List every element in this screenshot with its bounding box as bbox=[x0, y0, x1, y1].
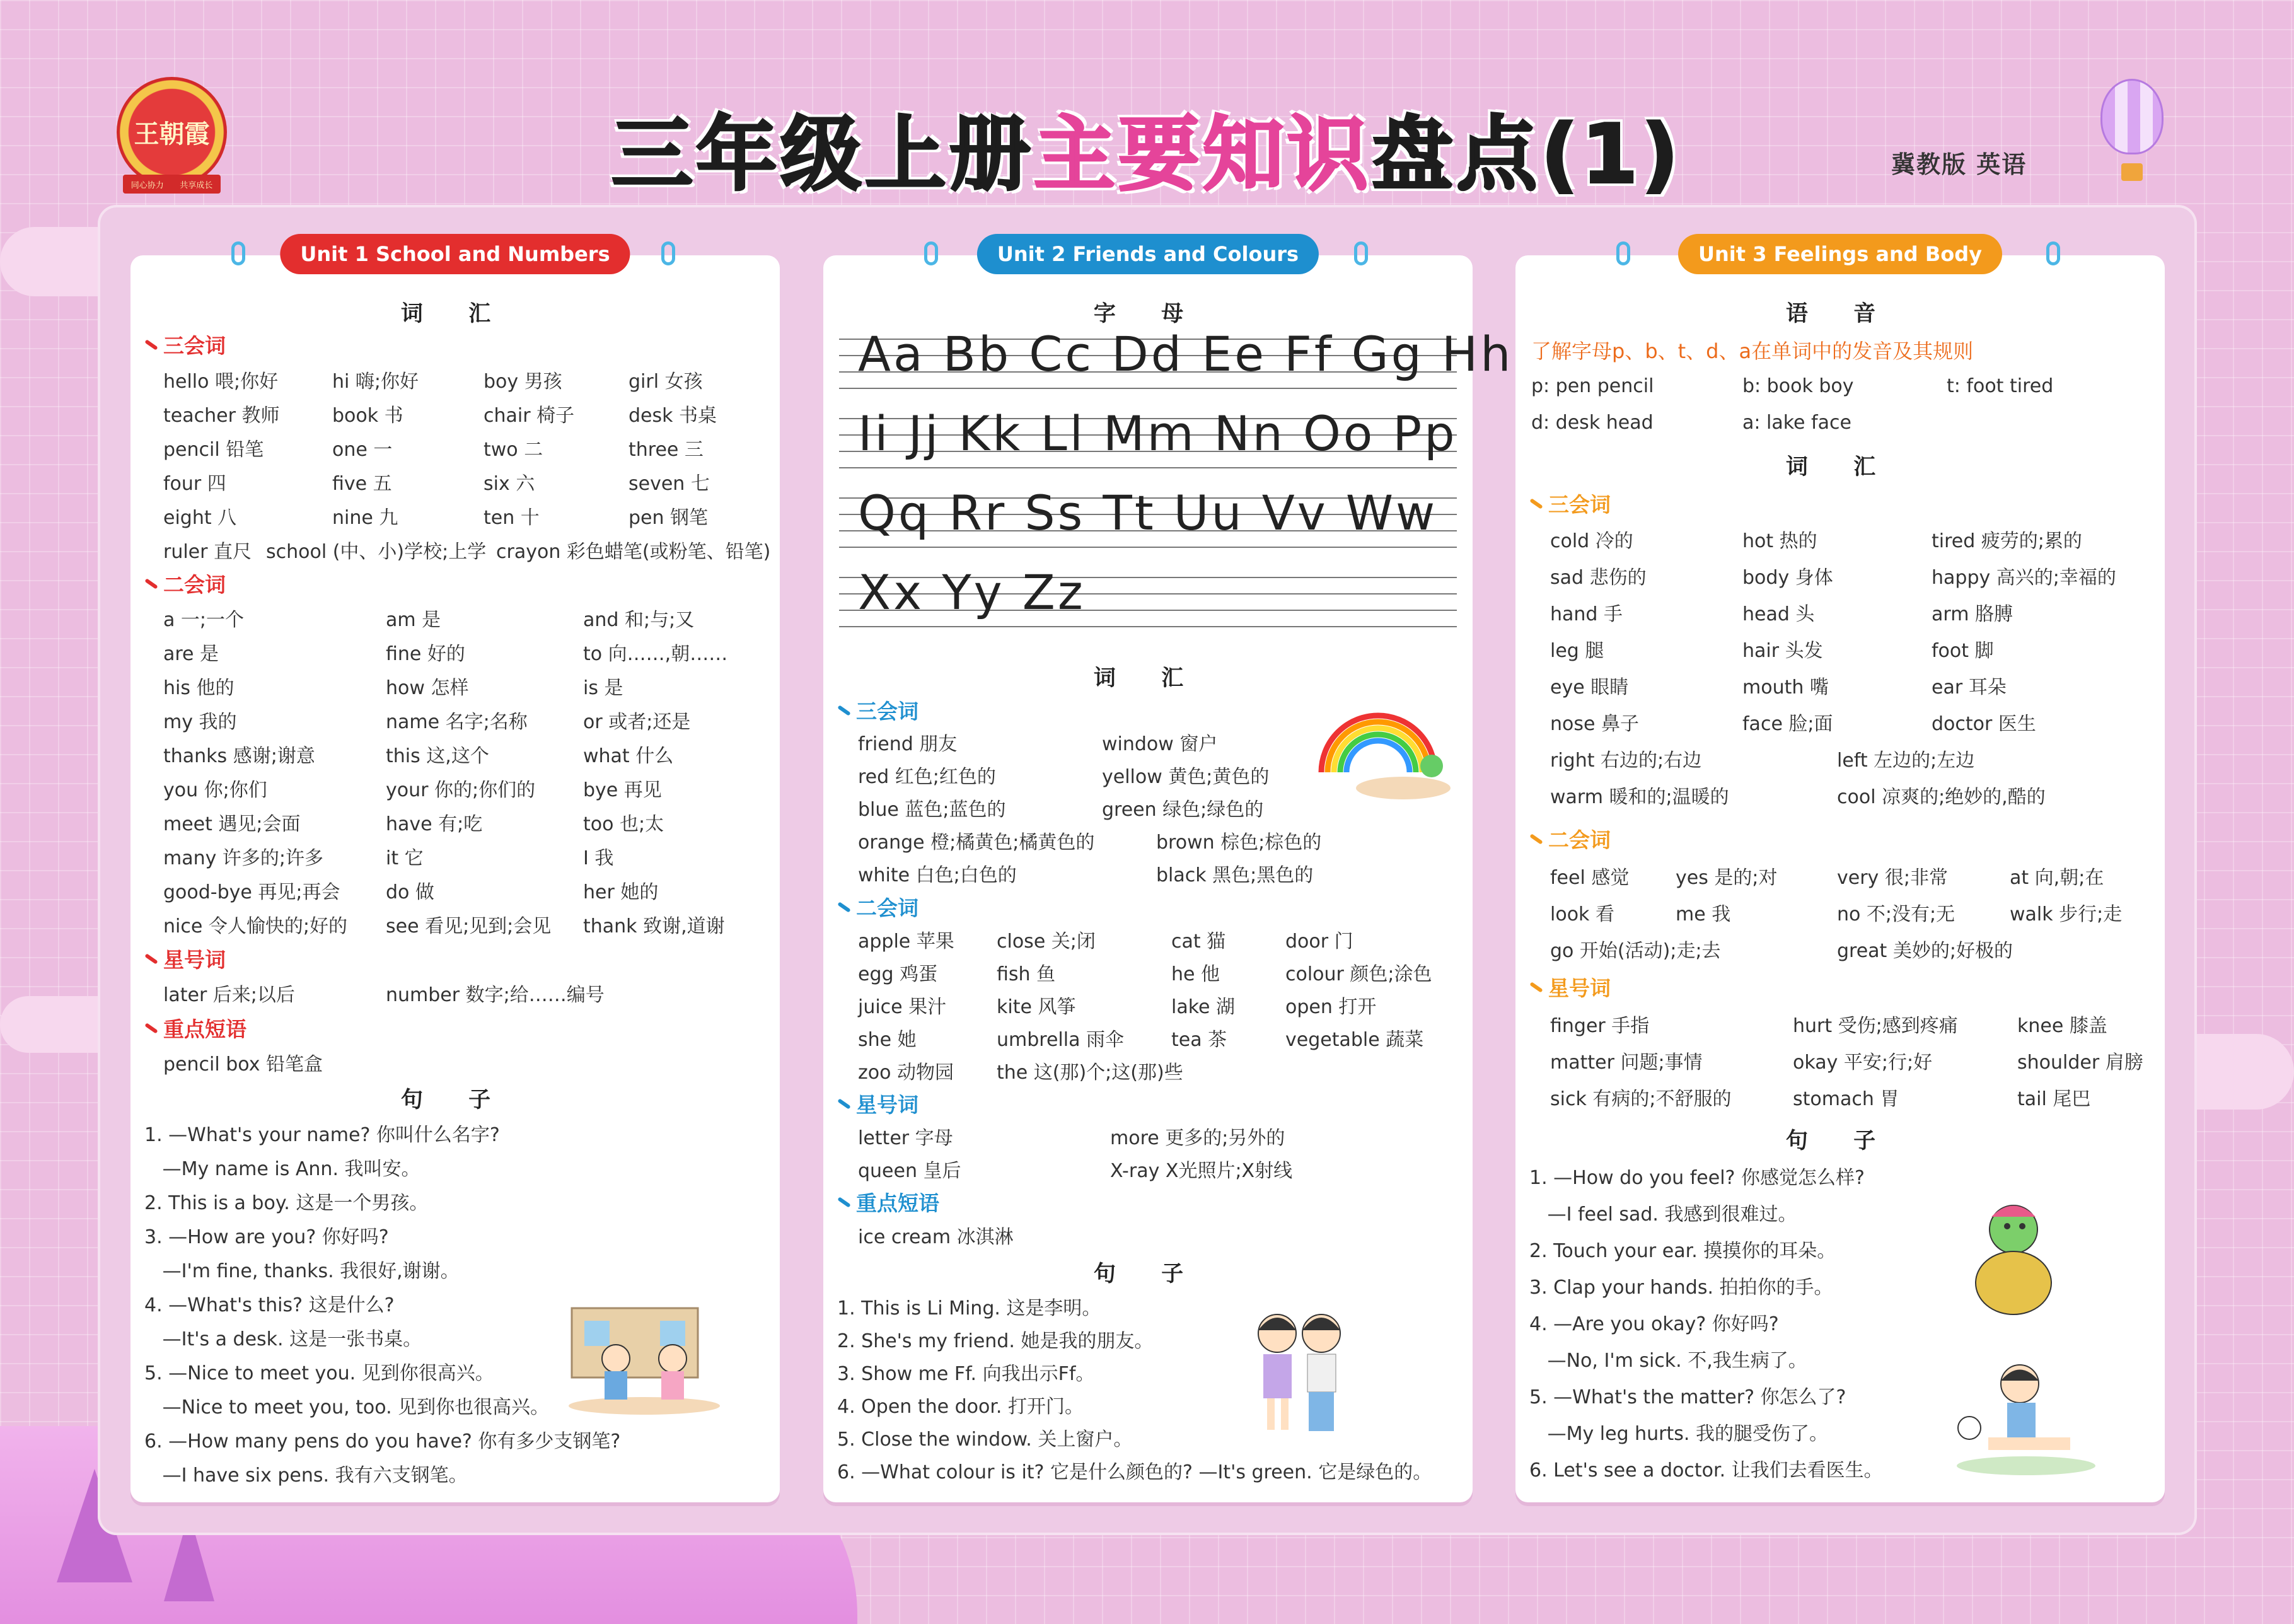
vocab-item: he 他 bbox=[1171, 963, 1220, 985]
injured-boy-illustration bbox=[1950, 1352, 2102, 1478]
rainbow-illustration bbox=[1309, 697, 1454, 804]
unit1-cat-two bbox=[144, 569, 226, 598]
writing-guide-line bbox=[839, 388, 1457, 389]
vocab-item: your 你的;你们的 bbox=[386, 779, 536, 801]
edition-label: 冀教版 英语 bbox=[1891, 151, 2027, 178]
vocab-item: okay 平安;行;好 bbox=[1793, 1052, 1933, 1074]
binder-ring-icon bbox=[231, 241, 245, 265]
letter-writing-band bbox=[839, 405, 1457, 468]
pencil-icon bbox=[144, 578, 158, 589]
vocab-item: letter 字母 bbox=[858, 1127, 953, 1149]
vocab-item: are 是 bbox=[163, 643, 219, 665]
vocab-item: look 看 bbox=[1550, 903, 1614, 925]
vocab-item: queen 皇后 bbox=[858, 1160, 961, 1182]
vocab-item: blue 蓝色;蓝色的 bbox=[858, 799, 1006, 821]
unit1-sent-title: 句 子 bbox=[400, 1088, 510, 1113]
unit2-tab: Unit 2 Friends and Colours bbox=[977, 234, 1319, 274]
vocab-item: two 二 bbox=[484, 439, 543, 461]
title-part-a: 三年级上册 bbox=[611, 108, 1034, 202]
vocab-item: door 门 bbox=[1285, 931, 1353, 953]
vocab-item: mouth 嘴 bbox=[1742, 676, 1829, 699]
vocab-item: name 名字;名称 bbox=[386, 711, 528, 733]
vocab-item: meet 遇见;会面 bbox=[163, 813, 301, 835]
pencil-icon bbox=[1529, 498, 1543, 509]
sentence: —I feel sad. 我感到很难过。 bbox=[1529, 1204, 1797, 1226]
sentence: 3. Show me Ff. 向我出示Ff。 bbox=[837, 1363, 1095, 1385]
pencil-icon bbox=[144, 1023, 158, 1034]
vocab-item: and 和;与;又 bbox=[583, 609, 695, 631]
vocab-item: boy 男孩 bbox=[484, 371, 562, 393]
vocab-item: very 很;非常 bbox=[1837, 867, 1948, 889]
unit1-vocab-title: 词 汇 bbox=[400, 301, 510, 327]
sentence: 3. —How are you? 你好吗? bbox=[144, 1226, 389, 1248]
vocab-item: the 这(那)个;这(那)些 bbox=[997, 1062, 1183, 1084]
vocab-item: egg 鸡蛋 bbox=[858, 963, 938, 985]
vocab-item: no 不;没有;无 bbox=[1837, 903, 1955, 925]
children-school-illustration bbox=[565, 1296, 723, 1415]
vocab-item: you 你;你们 bbox=[163, 779, 267, 801]
unit1-cat-star-label: 星号词 bbox=[163, 948, 226, 972]
sentence: 4. —What's this? 这是什么? bbox=[144, 1294, 395, 1316]
vocab-item: left 左边的;左边 bbox=[1837, 750, 1975, 772]
vocab-item: crayon 彩色蜡笔(或粉笔、铅笔) bbox=[496, 541, 771, 563]
sentence: —My leg hurts. 我的腿受伤了。 bbox=[1529, 1423, 1828, 1445]
turtle-illustration bbox=[1957, 1195, 2070, 1321]
pencil-icon bbox=[837, 1197, 850, 1208]
vocab-item: book 书 bbox=[332, 405, 403, 427]
hot-air-balloon-icon bbox=[2100, 79, 2164, 186]
vocab-item: t: foot tired bbox=[1947, 375, 2054, 397]
unit2-sent-title: 句 子 bbox=[1093, 1262, 1203, 1287]
vocab-item: good-bye 再见;再会 bbox=[163, 881, 340, 903]
vocab-item: she 她 bbox=[858, 1029, 917, 1051]
sentence: 4. —Are you okay? 你好吗? bbox=[1529, 1313, 1779, 1335]
vocab-item: stomach 胃 bbox=[1793, 1088, 1899, 1110]
vocab-item: at 向,朝;在 bbox=[2010, 867, 2104, 889]
unit3-vocab-title: 词 汇 bbox=[1785, 455, 1895, 480]
vocab-item: seven 七 bbox=[629, 473, 710, 495]
vocab-item: eight 八 bbox=[163, 507, 237, 529]
vocab-item: face 脸;面 bbox=[1742, 713, 1833, 735]
unit3-cat-three bbox=[1529, 489, 1611, 518]
vocab-item: five 五 bbox=[332, 473, 392, 495]
vocab-item: pencil 铅笔 bbox=[163, 439, 264, 461]
unit3-cat-two bbox=[1529, 824, 1611, 854]
pencil-icon bbox=[1529, 833, 1543, 845]
vocab-item: sick 有病的;不舒服的 bbox=[1550, 1088, 1732, 1110]
vocab-item: school (中、小)学校;上学 bbox=[266, 541, 487, 563]
vocab-item: ruler 直尺 bbox=[163, 541, 252, 563]
vocab-item: hair 头发 bbox=[1742, 640, 1823, 662]
sentence: —It's a desk. 这是一张书桌。 bbox=[144, 1328, 422, 1350]
vocab-item: open 打开 bbox=[1285, 996, 1377, 1018]
vocab-item: what 什么 bbox=[583, 745, 674, 767]
vocab-item: to 向……,朝…… bbox=[583, 643, 728, 665]
sentence: 5. —What's the matter? 你怎么了? bbox=[1529, 1386, 1846, 1408]
alphabet-row: Ii Jj Kk Ll Mm Nn Oo Pp bbox=[858, 405, 1457, 461]
vocab-item: see 看见;见到;会见 bbox=[386, 915, 552, 937]
sentence: 6. —How many pens do you have? 你有多少支钢笔? bbox=[144, 1430, 621, 1453]
vocab-item: thanks 感谢;谢意 bbox=[163, 745, 315, 767]
sentence: 6. Let's see a doctor. 让我们去看医生。 bbox=[1529, 1459, 1883, 1482]
sentence: —I have six pens. 我有六支钢笔。 bbox=[144, 1464, 468, 1487]
vocab-item: green 绿色;绿色的 bbox=[1102, 799, 1264, 821]
vocab-item: many 许多的;许多 bbox=[163, 847, 324, 869]
vocab-item: my 我的 bbox=[163, 711, 237, 733]
unit2-cat-three-label: 三会词 bbox=[856, 699, 918, 724]
vocab-item: finger 手指 bbox=[1550, 1015, 1650, 1037]
vocab-item: leg 腿 bbox=[1550, 640, 1604, 662]
binder-ring-icon bbox=[1354, 241, 1368, 265]
vocab-item: hurt 受伤;感到疼痛 bbox=[1793, 1015, 1958, 1037]
vocab-item: chair 椅子 bbox=[484, 405, 575, 427]
vocab-item: white 白色;白色的 bbox=[858, 864, 1017, 886]
vocab-item: juice 果汁 bbox=[858, 996, 947, 1018]
sentence: 1. —What's your name? 你叫什么名字? bbox=[144, 1124, 500, 1146]
vocab-item: yes 是的;对 bbox=[1676, 867, 1778, 889]
writing-guide-line bbox=[839, 626, 1457, 627]
vocab-item: b: book boy bbox=[1742, 375, 1854, 397]
vocab-item: shoulder 肩膀 bbox=[2017, 1052, 2143, 1074]
vocab-item: window 窗户 bbox=[1102, 733, 1218, 755]
vocab-item: right 右边的;右边 bbox=[1550, 750, 1702, 772]
pencil-icon bbox=[1529, 982, 1543, 993]
vocab-item: it 它 bbox=[386, 847, 424, 869]
unit3-sent-title: 句 子 bbox=[1785, 1128, 1895, 1154]
sentence: —Nice to meet you, too. 见到你也很高兴。 bbox=[144, 1396, 550, 1418]
vocab-item: is 是 bbox=[583, 677, 623, 699]
vocab-item: ten 十 bbox=[484, 507, 540, 529]
unit1-cat-three-label: 三会词 bbox=[163, 334, 226, 358]
vocab-item: I 我 bbox=[583, 847, 614, 869]
unit1-cat-three bbox=[144, 330, 226, 359]
logo-text: 王朝霞 bbox=[134, 119, 210, 149]
vocab-item: her 她的 bbox=[583, 881, 659, 903]
unit3-panel bbox=[1515, 242, 2165, 1502]
sentence: —My name is Ann. 我叫安。 bbox=[144, 1158, 420, 1180]
title-part-c: 盘点(1) bbox=[1372, 108, 1683, 202]
pencil-icon bbox=[837, 1098, 850, 1110]
alphabet-row: Qq Rr Ss Tt Uu Vv Ww bbox=[858, 485, 1438, 541]
pencil-icon bbox=[144, 953, 158, 965]
sentence: —I'm fine, thanks. 我很好,谢谢。 bbox=[144, 1260, 460, 1282]
vocab-item: number 数字;给……编号 bbox=[386, 984, 605, 1006]
vocab-item: kite 风筝 bbox=[997, 996, 1076, 1018]
vocab-item: have 有;吃 bbox=[386, 813, 483, 835]
vocab-item: tea 茶 bbox=[1171, 1029, 1227, 1051]
vocab-item: zoo 动物园 bbox=[858, 1062, 954, 1084]
vocab-item: doctor 医生 bbox=[1932, 713, 2036, 735]
sentence: 2. This is a boy. 这是一个男孩。 bbox=[144, 1192, 429, 1214]
vocab-item: close 关;闭 bbox=[997, 931, 1096, 953]
sentence: 4. Open the door. 打开门。 bbox=[837, 1396, 1084, 1418]
vocab-item: tail 尾巴 bbox=[2017, 1088, 2091, 1110]
vocab-item: cat 猫 bbox=[1171, 931, 1226, 953]
vocab-item: go 开始(活动);走;去 bbox=[1550, 940, 1721, 962]
vocab-item: cold 冷的 bbox=[1550, 530, 1633, 552]
sentence: 5. Close the window. 关上窗户。 bbox=[837, 1429, 1133, 1451]
vocab-item: arm 胳膊 bbox=[1932, 603, 2013, 625]
vocab-item: four 四 bbox=[163, 473, 226, 495]
vocab-item: desk 书桌 bbox=[629, 405, 717, 427]
vocab-item: me 我 bbox=[1676, 903, 1731, 925]
vocab-item: walk 步行;走 bbox=[2010, 903, 2123, 925]
vocab-item: pen 钢笔 bbox=[629, 507, 709, 529]
vocab-item: eye 眼睛 bbox=[1550, 676, 1629, 699]
logo-band-right: 共享成长 bbox=[180, 180, 213, 190]
unit2-cat-star-label: 星号词 bbox=[856, 1093, 918, 1117]
unit2-cat-two bbox=[837, 892, 918, 922]
vocab-item: tired 疲劳的;累的 bbox=[1932, 530, 2082, 552]
writing-guide-line bbox=[839, 467, 1457, 468]
vocab-item: hello 喂;你好 bbox=[163, 371, 279, 393]
sentence: —No, I'm sick. 不,我生病了。 bbox=[1529, 1350, 1807, 1372]
vocab-item: knee 膝盖 bbox=[2017, 1015, 2107, 1037]
sentence: 2. Touch your ear. 摸摸你的耳朵。 bbox=[1529, 1240, 1836, 1262]
binder-ring-icon bbox=[2046, 241, 2060, 265]
vocab-item: one 一 bbox=[332, 439, 393, 461]
vocab-item: or 或者;还是 bbox=[583, 711, 691, 733]
vocab-item: six 六 bbox=[484, 473, 535, 495]
vocab-item: nine 九 bbox=[332, 507, 398, 529]
vocab-item: lake 湖 bbox=[1171, 996, 1236, 1018]
vocab-item: his 他的 bbox=[163, 677, 235, 699]
vocab-item: colour 颜色;涂色 bbox=[1285, 963, 1432, 985]
vocab-item: feel 感觉 bbox=[1550, 867, 1630, 889]
vocab-item: too 也;太 bbox=[583, 813, 664, 835]
unit1-tab: Unit 1 School and Numbers bbox=[280, 234, 630, 274]
vocab-item: pencil box 铅笔盒 bbox=[163, 1053, 323, 1076]
vocab-item: nice 令人愉快的;好的 bbox=[163, 915, 347, 937]
logo-band-left: 同心协力 bbox=[130, 180, 164, 190]
vocab-item: fish 鱼 bbox=[997, 963, 1056, 985]
vocab-item: yellow 黄色;黄色的 bbox=[1102, 766, 1270, 788]
title-highlight: 主要知识 bbox=[1034, 108, 1372, 202]
vocab-item: foot 脚 bbox=[1932, 640, 1994, 662]
unit3-phonics-rule: 了解字母p、b、t、d、a在单词中的发音及其规则 bbox=[1531, 339, 1974, 363]
vocab-item: cool 凉爽的;绝妙的,酷的 bbox=[1837, 786, 2046, 808]
unit1-panel bbox=[130, 242, 780, 1502]
sentence: 2. She's my friend. 她是我的朋友。 bbox=[837, 1330, 1154, 1352]
sentence: 1. This is Li Ming. 这是李明。 bbox=[837, 1297, 1101, 1320]
unit3-tab: Unit 3 Feelings and Body bbox=[1678, 234, 2002, 274]
alphabet-row: Aa Bb Cc Dd Ee Ff Gg Hh bbox=[858, 326, 1514, 382]
sentence: 5. —Nice to meet you. 见到你很高兴。 bbox=[144, 1362, 494, 1384]
unit2-panel bbox=[823, 242, 1514, 1502]
letter-writing-band bbox=[839, 564, 1457, 627]
vocab-item: later 后来;以后 bbox=[163, 984, 295, 1006]
vocab-item: bye 再见 bbox=[583, 779, 662, 801]
vocab-item: do 做 bbox=[386, 881, 434, 903]
vocab-item: matter 问题;事情 bbox=[1550, 1052, 1703, 1074]
vocab-item: head 头 bbox=[1742, 603, 1815, 625]
vocab-item: red 红色;红色的 bbox=[858, 766, 996, 788]
binder-ring-icon bbox=[1616, 241, 1630, 265]
vocab-item: hot 热的 bbox=[1742, 530, 1817, 552]
vocab-item: sad 悲伤的 bbox=[1550, 567, 1647, 589]
unit3-cat-star bbox=[1529, 972, 1611, 1002]
unit1-cat-phrase-label: 重点短语 bbox=[163, 1017, 246, 1041]
unit3-cat-three-label: 三会词 bbox=[1548, 492, 1611, 517]
vocab-item: ice cream 冰淇淋 bbox=[858, 1226, 1014, 1248]
vocab-item: am 是 bbox=[386, 609, 441, 631]
vocab-item: X-ray X光照片;X射线 bbox=[1110, 1160, 1293, 1182]
unit2-cat-star bbox=[837, 1089, 918, 1118]
unit3-cat-star-label: 星号词 bbox=[1548, 976, 1611, 1000]
sentence: 1. —How do you feel? 你感觉怎么样? bbox=[1529, 1167, 1865, 1189]
vocab-item: body 身体 bbox=[1742, 567, 1833, 589]
two-girls-illustration bbox=[1227, 1299, 1372, 1444]
pencil-icon bbox=[837, 902, 850, 913]
unit1-cat-star bbox=[144, 944, 226, 973]
binder-ring-icon bbox=[924, 241, 938, 265]
vocab-item: how 怎样 bbox=[386, 677, 469, 699]
vocab-item: friend 朋友 bbox=[858, 733, 958, 755]
unit2-cat-phrase bbox=[837, 1187, 939, 1217]
vocab-item: more 更多的;另外的 bbox=[1110, 1127, 1285, 1149]
vocab-item: great 美妙的;好极的 bbox=[1837, 940, 2013, 962]
unit2-cat-two-label: 二会词 bbox=[856, 896, 918, 920]
vocab-item: brown 棕色;棕色的 bbox=[1156, 832, 1322, 854]
vocab-item: ear 耳朵 bbox=[1932, 676, 2007, 699]
unit1-cat-two-label: 二会词 bbox=[163, 572, 226, 597]
vocab-item: fine 好的 bbox=[386, 643, 465, 665]
unit2-cat-three bbox=[837, 695, 918, 725]
vocab-item: thank 致谢,道谢 bbox=[583, 915, 725, 937]
unit1-cat-phrase bbox=[144, 1013, 246, 1043]
writing-guide-line bbox=[839, 547, 1457, 548]
binder-ring-icon bbox=[661, 241, 675, 265]
unit2-letters-title: 字 母 bbox=[1093, 301, 1203, 327]
letter-writing-band bbox=[839, 326, 1514, 389]
sentence: 3. Clap your hands. 拍拍你的手。 bbox=[1529, 1277, 1833, 1299]
vocab-item: hi 嗨;你好 bbox=[332, 371, 419, 393]
vocab-item: nose 鼻子 bbox=[1550, 713, 1639, 735]
vocab-item: this 这,这个 bbox=[386, 745, 489, 767]
pencil-icon bbox=[144, 339, 158, 351]
vocab-item: teacher 教师 bbox=[163, 405, 280, 427]
vocab-item: p: pen pencil bbox=[1531, 375, 1654, 397]
vocab-item: warm 暖和的;温暖的 bbox=[1550, 786, 1729, 808]
vocab-item: three 三 bbox=[629, 439, 704, 461]
vocab-item: umbrella 雨伞 bbox=[997, 1029, 1125, 1051]
alphabet-row: Xx Yy Zz bbox=[858, 564, 1086, 620]
vocab-item: orange 橙;橘黄色;橘黄色的 bbox=[858, 832, 1095, 854]
pencil-icon bbox=[837, 705, 850, 716]
vocab-item: a 一;一个 bbox=[163, 609, 245, 631]
vocab-item: a: lake face bbox=[1742, 412, 1851, 434]
vocab-item: apple 苹果 bbox=[858, 931, 954, 953]
vocab-item: girl 女孩 bbox=[629, 371, 703, 393]
vocab-item: vegetable 蔬菜 bbox=[1285, 1029, 1424, 1051]
vocab-item: black 黑色;黑色的 bbox=[1156, 864, 1314, 886]
vocab-item: hand 手 bbox=[1550, 603, 1623, 625]
vocab-item: d: desk head bbox=[1531, 412, 1654, 434]
sentence: 6. —What colour is it? 它是什么颜色的? —It's green. 它是绿色的。 bbox=[837, 1461, 1432, 1483]
unit3-cat-two-label: 二会词 bbox=[1548, 828, 1611, 852]
unit3-phon-title: 语 音 bbox=[1785, 301, 1895, 327]
unit2-vocab-title: 词 汇 bbox=[1093, 666, 1203, 691]
vocab-item: happy 高兴的;幸福的 bbox=[1932, 567, 2116, 589]
unit2-cat-phrase-label: 重点短语 bbox=[856, 1191, 939, 1215]
letter-writing-band bbox=[839, 485, 1457, 548]
